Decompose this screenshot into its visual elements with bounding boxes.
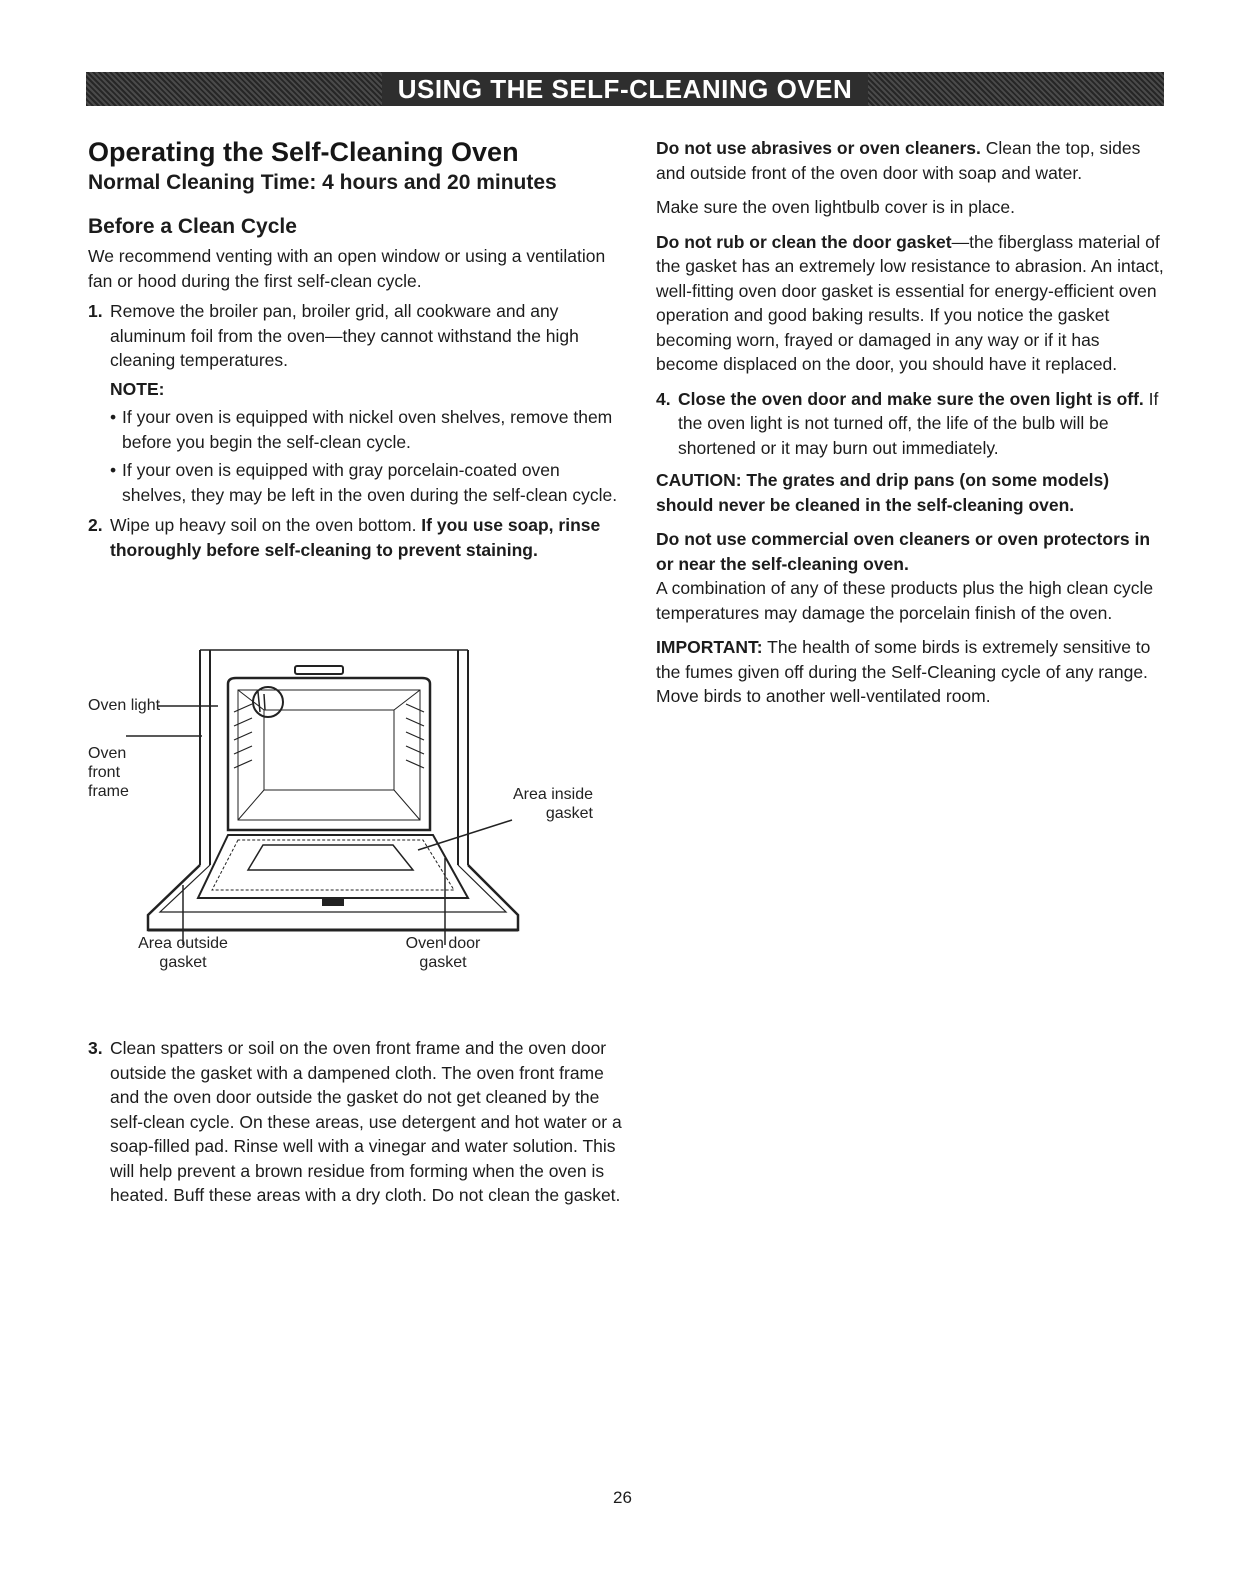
section-banner (86, 72, 1164, 106)
left-column (88, 136, 628, 562)
step-1-text: Remove the broiler pan, broiler grid, all cookware and any aluminum foil from the oven—they cannot withstand the high cleaning temperatures. (110, 301, 579, 370)
step-number: 1. (88, 301, 103, 321)
oven-diagram (88, 640, 628, 995)
banner-title: USING THE SELF-CLEANING OVEN (382, 72, 869, 106)
commercial-cleaners-paragraph: Do not use commercial oven cleaners or oven protectors in or near the self-cleaning oven. A combination of any of these products plus the high clean cycle temperatures may damage the porcelain finish of the oven. (656, 529, 1154, 623)
step-4 (656, 387, 1166, 461)
note-bullet: • If your oven is equipped with nickel oven shelves, remove them before you begin the self-clean cycle. (110, 405, 628, 454)
cleaning-time-subtitle: Normal Cleaning Time: 4 hours and 20 minutes (88, 171, 557, 194)
gasket-paragraph: Do not rub or clean the door gasket—the fiberglass material of the gasket has an extremely low resistance to abrasion. An intact, well-fitting oven door gasket is essential for energy-efficient oven operation and good baking results. If you notice the gasket becoming worn, frayed or damaged in any way or if it has become displaced on the door, you should have it replaced. (656, 231, 1164, 374)
step-number: 3. (88, 1038, 103, 1058)
bullet-text: If your oven is equipped with gray porcelain-coated oven shelves, they may be left in the oven during the self-clean cycle. (122, 460, 618, 505)
label-oven-front-frame: Oven front frame (88, 745, 129, 800)
label-area-inside-gasket: Area inside gasket (512, 786, 593, 822)
lightbulb-paragraph: Make sure the oven lightbulb cover is in place. (656, 197, 1015, 217)
abrasives-paragraph: Do not use abrasives or oven cleaners. Clean the top, sides and outside front of the oven door with soap and water. (656, 138, 1141, 183)
step-4-text: If the oven light is not turned off, the life of the bulb will be shortened or it may burn out immediately. (678, 388, 1159, 458)
step-number: 4. (656, 388, 671, 409)
important-paragraph: IMPORTANT: The health of some birds is extremely sensitive to the fumes given off during the Self-Cleaning cycle of any range. Move birds to another well-ventilated room. (656, 637, 1151, 706)
step-1 (88, 299, 628, 507)
page-number: 26 (613, 1488, 632, 1507)
page-title: Operating the Self-Cleaning Oven (88, 137, 519, 167)
caution-paragraph: CAUTION: The grates and drip pans (on some models) should never be cleaned in the self-cleaning oven. (656, 470, 1110, 515)
note-label: NOTE: (110, 378, 165, 399)
step-4-bold-text: Close the oven door and make sure the oven light is off. (678, 388, 1144, 409)
label-oven-light: Oven light (88, 697, 161, 714)
note-bullet: • If your oven is equipped with gray porcelain-coated oven shelves, they may be left in the oven during the self-clean cycle. (110, 458, 628, 507)
step-2-bold-text: If you use soap, rinse thoroughly before self-cleaning to prevent staining. (110, 515, 601, 560)
step-number: 2. (88, 515, 103, 535)
right-column (656, 136, 1166, 719)
intro-paragraph: We recommend venting with an open window or using a ventilation fan or hood during the first self-clean cycle. (88, 246, 606, 291)
step-3 (88, 1030, 628, 1208)
step-3-text: Clean spatters or soil on the oven front frame and the oven door outside the gasket with a dampened cloth. The oven front frame and the oven door outside the gasket do not get cleaned by the self-clean cycle. On these areas, use detergent and hot water or a soap-filled pad. Rinse well with a vinegar and water solution. This will help prevent a brown residue from forming when the oven is heated. Buff these areas with a dry cloth. Do not clean the gasket. (110, 1038, 622, 1205)
section-heading: Before a Clean Cycle (88, 215, 297, 238)
step-2-text: Wipe up heavy soil on the oven bottom. (110, 515, 422, 535)
label-area-outside-gasket: Area outside gasket (138, 935, 228, 971)
step-2 (88, 513, 628, 562)
label-oven-door-gasket: Oven door gasket (405, 935, 481, 971)
bullet-text: If your oven is equipped with nickel oven shelves, remove them before you begin the self-clean cycle. (122, 407, 613, 452)
